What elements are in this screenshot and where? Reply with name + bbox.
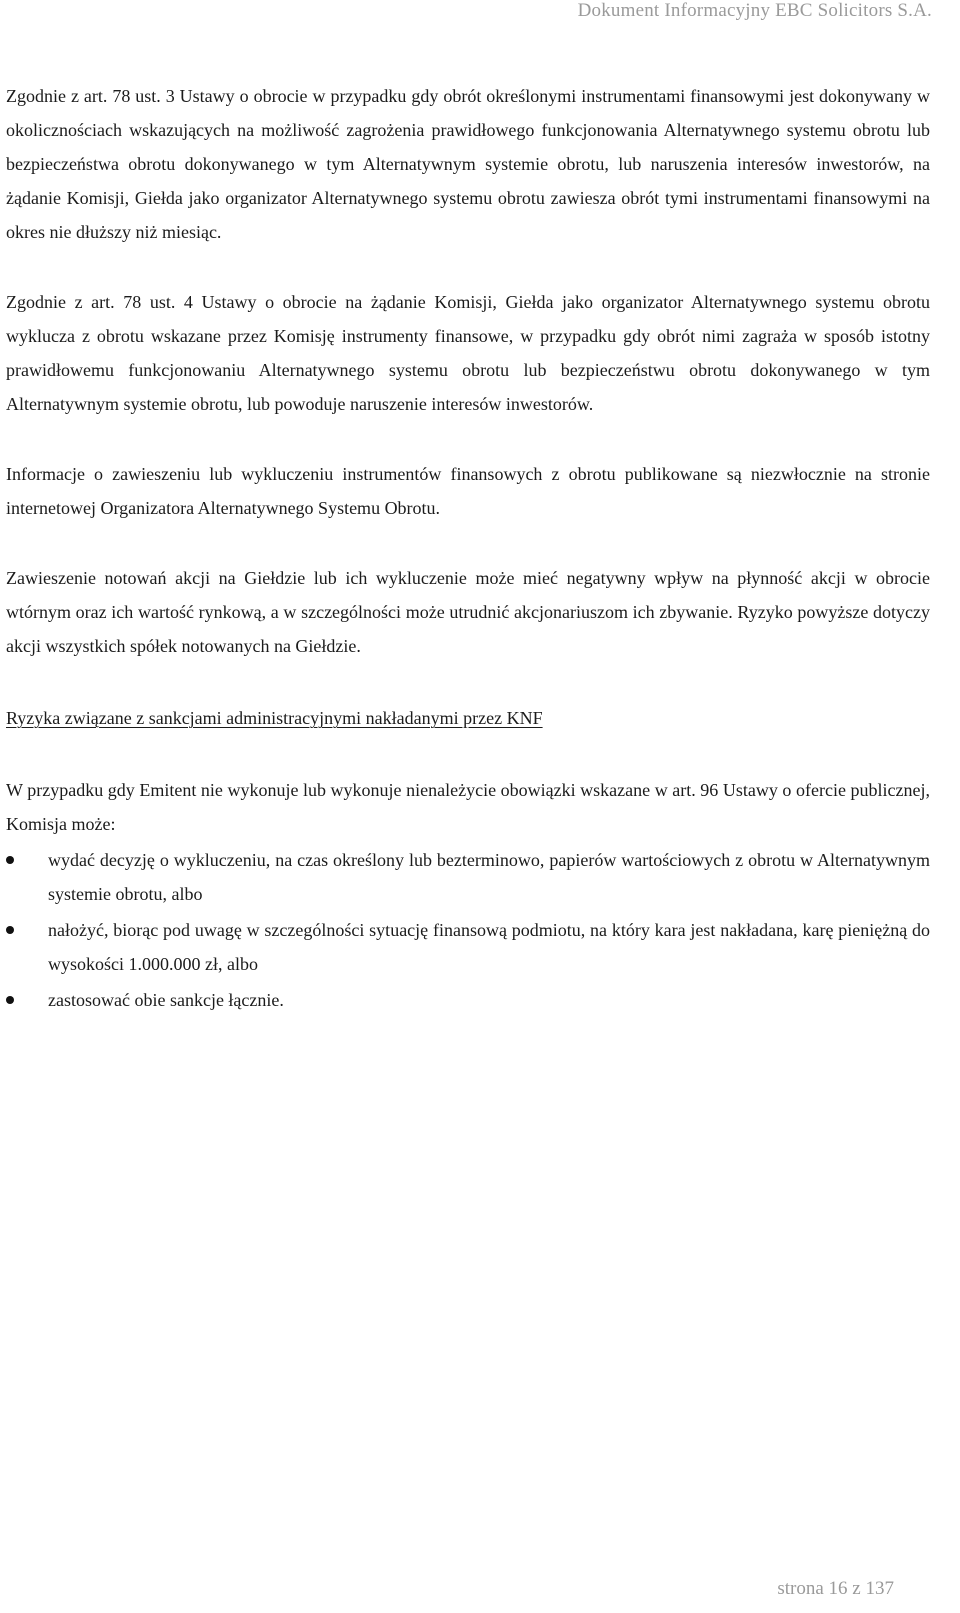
bullet-icon	[6, 856, 14, 864]
page-number: strona 16 z 137	[777, 1578, 894, 1599]
document-body	[6, 79, 930, 1017]
section-heading-knf-sanctions: Ryzyka związane z sankcjami administracyjnymi nakładanymi przez KNF	[6, 708, 543, 728]
paragraph-suspension-impact: Zawieszenie notowań akcji na Giełdzie lub ich wykluczenie może mieć negatywny wpływ na płynność akcji w obrocie wtórnym oraz ich wartość rynkową, a w szczególności może utrudnić akcjonariuszom ich zbywanie. Ryzyko powyższe dotyczy akcji wszystkich spółek notowanych na Giełdzie.	[6, 568, 930, 656]
list-item	[6, 843, 930, 911]
paragraph-art-78-ust-3: Zgodnie z art. 78 ust. 3 Ustawy o obrocie w przypadku gdy obrót określonymi instrumentami finansowymi jest dokonywany w okolicznościach wskazujących na możliwość zagrożenia prawidłowego funkcjonowania Alternatywnego systemu obrotu lub bezpieczeństwa obrotu dokonywanego w tym Alternatywnym systemie obrotu, lub naruszenia interesów inwestorów, na żądanie Komisji, Giełda jako organizator Alternatywnego systemu obrotu zawiesza obrót tymi instrumentami finansowymi na okres nie dłuższy niż miesiąc.	[6, 86, 930, 242]
list-item-text: nałożyć, biorąc pod uwagę w szczególności sytuację finansową podmiotu, na który kara jest nakładana, karę pieniężną do wysokości 1.000.000 zł, albo	[48, 920, 930, 974]
bullet-icon	[6, 996, 14, 1004]
bullet-icon	[6, 926, 14, 934]
list-item-text: zastosować obie sankcje łącznie.	[48, 990, 284, 1010]
list-item	[6, 983, 930, 1017]
document-header: Dokument Informacyjny EBC Solicitors S.A.	[577, 0, 932, 21]
list-item	[6, 913, 930, 981]
paragraph-publication-info: Informacje o zawieszeniu lub wykluczeniu instrumentów finansowych z obrotu publikowane są niezwłocznie na stronie internetowej Organizatora Alternatywnego Systemu Obrotu.	[6, 464, 930, 518]
paragraph-art-78-ust-4: Zgodnie z art. 78 ust. 4 Ustawy o obrocie na żądanie Komisji, Giełda jako organizator Alternatywnego systemu obrotu wyklucza z obrotu wskazane przez Komisję instrumenty finansowe, w przypadku gdy obrót nimi zagraża w sposób istotny prawidłowemu funkcjonowaniu Alternatywnego systemu obrotu lub bezpieczeństwu obrotu dokonywanego w tym Alternatywnym systemie obrotu, lub powoduje naruszenie interesów inwestorów.	[6, 292, 930, 414]
sanctions-list	[6, 843, 930, 1017]
paragraph-knf-powers: W przypadku gdy Emitent nie wykonuje lub wykonuje nienależycie obowiązki wskazane w art. 96 Ustawy o ofercie publicznej, Komisja może:	[6, 780, 930, 834]
list-item-text: wydać decyzję o wykluczeniu, na czas określony lub bezterminowo, papierów wartościowych z obrotu w Alternatywnym systemie obrotu, albo	[48, 850, 930, 904]
